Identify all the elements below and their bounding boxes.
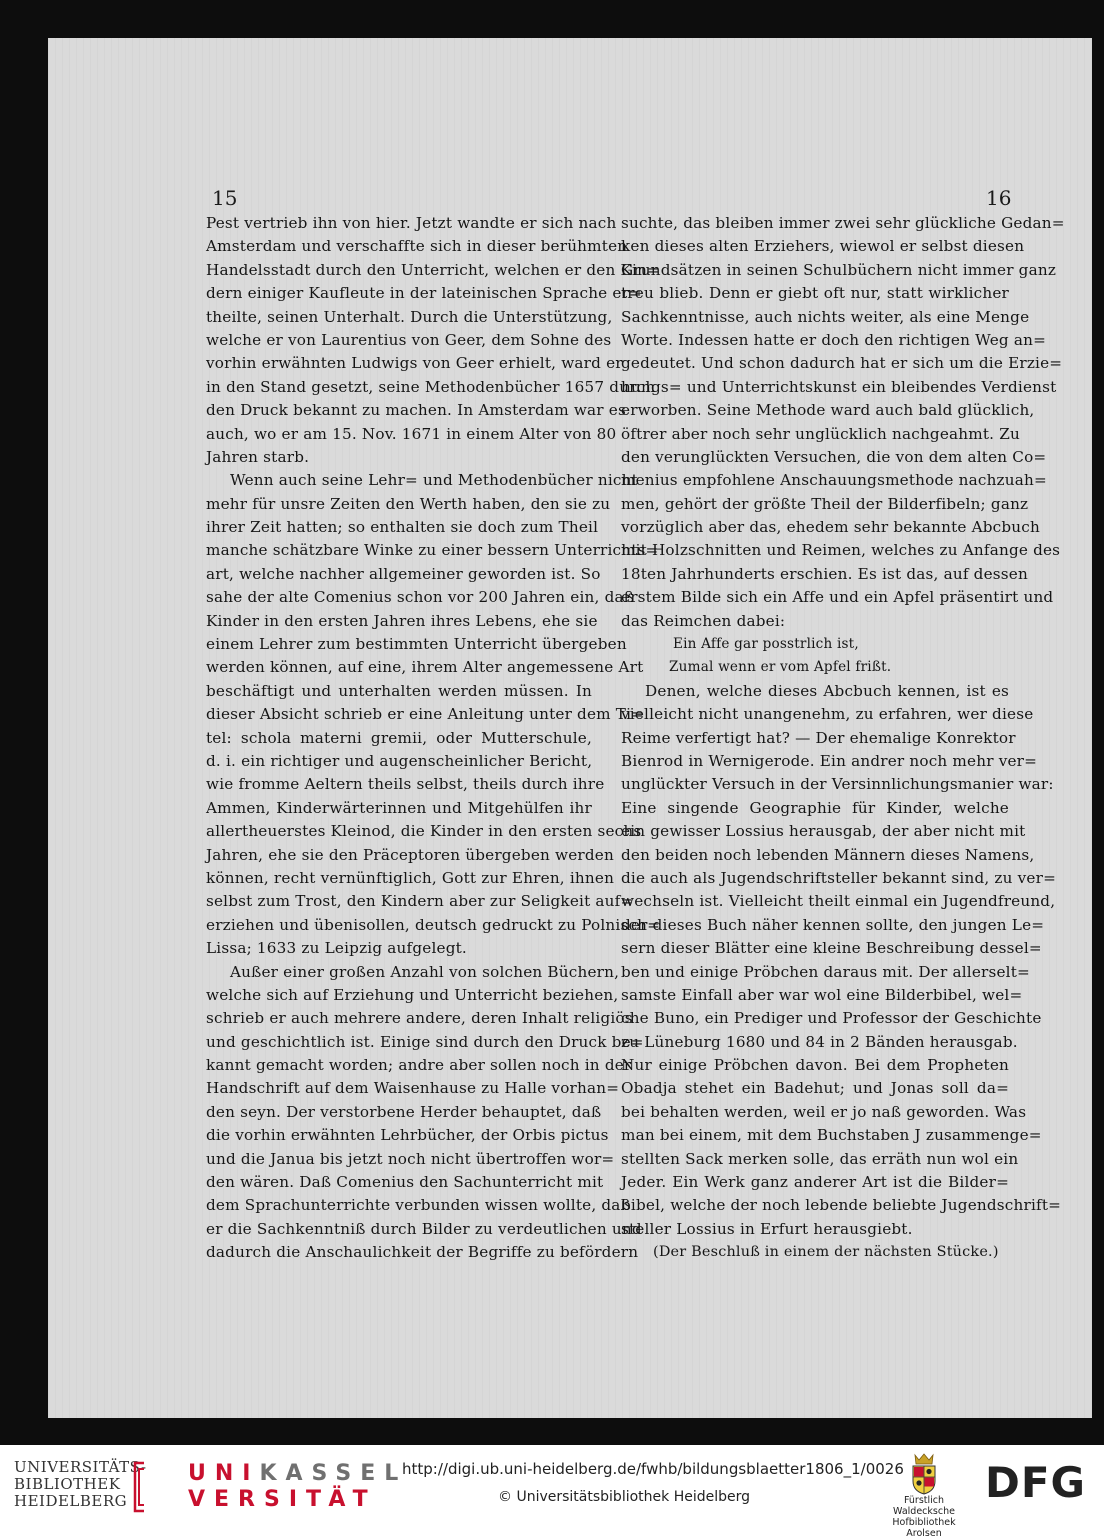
text-line: Wenn auch seine Lehr= und Methodenbücher nicht	[230, 471, 638, 490]
kassel-logo-uni: UNI	[188, 1461, 260, 1486]
text-line: (Der Beschluß in einem der nächsten Stücke.)	[653, 1244, 999, 1261]
text-line: erziehen und übenisollen, deutsch gedruckt zu Polnisch=	[206, 915, 661, 934]
source-url-link[interactable]: http://digi.ub.uni-heidelberg.de/fwhb/bildungsblaetter1806_1/0026	[402, 1460, 904, 1478]
text-line: Obadja stehet ein Badehut; und Jonas soll da=	[621, 1079, 1009, 1098]
text-line: 18ten Jahrhunderts erschien. Es ist das, auf dessen	[621, 564, 1028, 583]
kassel-logo-kassel: KASSEL	[259, 1461, 408, 1486]
text-line: dieser Absicht schrieb er eine Anleitung unter dem Ti=	[206, 705, 645, 724]
text-line: manche schätzbare Winke zu einer bessern Unterrichts=	[206, 541, 659, 560]
text-line: stellten Sack merken solle, das erräth nun wol ein	[621, 1149, 1019, 1168]
text-line: Ein Affe gar posstrlich ist,	[673, 636, 859, 653]
text-line: Kinder in den ersten Jahren ihres Lebens, ehe sie	[206, 611, 598, 630]
text-line: Bienrod in Wernigerode. Ein andrer noch mehr ver=	[621, 751, 1038, 770]
text-line: die auch als Jugendschriftsteller bekannt sind, zu ver=	[621, 868, 1056, 887]
text-line: suchte, das bleiben immer zwei sehr glückliche Gedan=	[621, 214, 1065, 232]
text-line: der dieses Buch näher kennen sollte, den jungen Le=	[621, 915, 1045, 934]
viewer-footer	[0, 1445, 1104, 1539]
arolsen-logo-line: Hofbibliothek Arolsen	[892, 1517, 956, 1539]
text-line: art, welche nachher allgemeiner geworden ist. So	[206, 564, 601, 583]
text-line: vielleicht nicht unangenehm, zu erfahren, wer diese	[621, 705, 1034, 724]
text-line: Amsterdam und verschaffte sich in dieser berühmten	[206, 237, 628, 256]
text-line: bei behalten werden, weil er jo naß geworden. Was	[621, 1102, 1027, 1121]
text-line: treu blieb. Denn er giebt oft nur, statt wirklicher	[621, 284, 1009, 303]
text-line: Jeder. Ein Werk ganz anderer Art ist die Bilder=	[621, 1173, 1009, 1192]
arolsen-library-logo[interactable]	[876, 1451, 972, 1539]
text-line: Pest vertrieb ihn von hier. Jetzt wandte er sich nach	[206, 214, 617, 232]
page-number-left: 15	[212, 186, 238, 210]
text-line: den verunglückten Versuchen, die von dem alten Co=	[621, 447, 1047, 466]
text-line: wechseln ist. Vielleicht theilt einmal ein Jugendfreund,	[621, 892, 1056, 911]
text-line: unglückter Versuch in der Versinnlichungsmanier war:	[621, 775, 1054, 794]
text-line: menius empfohlene Anschauungsmethode nachzuah=	[621, 471, 1047, 490]
text-line: dem Sprachunterrichte verbunden wissen wollte, daß	[206, 1196, 631, 1215]
text-line: kannt gemacht worden; andre aber sollen noch in der	[206, 1056, 632, 1075]
text-line: ihrer Zeit hatten; so enthalten sie doch zum Theil	[206, 518, 599, 537]
text-line: Grundsätzen in seinen Schulbüchern nicht immer ganz	[621, 260, 1057, 279]
text-line: hungs= und Unterrichtskunst ein bleibendes Verdienst	[621, 377, 1057, 396]
right-text-column	[621, 212, 1065, 1265]
uni-kassel-logo[interactable]	[188, 1461, 408, 1512]
text-line: Ammen, Kinderwärterinnen und Mitgehülfen ihr	[206, 798, 592, 817]
text-line: selbst zum Trost, den Kindern aber zur Seligkeit auf=	[206, 892, 634, 911]
text-line: ben und einige Pröbchen daraus mit. Der allerselt=	[621, 962, 1030, 981]
text-line: den seyn. Der verstorbene Herder behauptet, daß	[206, 1102, 602, 1121]
text-line: Reime verfertigt hat? — Der ehemalige Konrektor	[621, 728, 1016, 747]
dfg-logo[interactable]: DFG	[985, 1458, 1087, 1507]
text-line: sern dieser Blätter eine kleine Beschreibung dessel=	[621, 939, 1042, 958]
text-line: Eine singende Geographie für Kinder, welche	[621, 798, 1009, 817]
text-line: Handschrift auf dem Waisenhause zu Halle vorhan=	[206, 1079, 620, 1098]
kassel-logo-versitaet: VERSITÄT	[188, 1487, 377, 1512]
text-line: wie fromme Aeltern theils selbst, theils durch ihre	[206, 775, 605, 794]
text-line: men, gehört der größte Theil der Bilderfibeln; ganz	[621, 494, 1029, 513]
text-line: sahe der alte Comenius schon vor 200 Jahren ein, daß	[206, 588, 635, 607]
text-line: d. i. ein richtiger und augenscheinlicher Bericht,	[206, 751, 593, 770]
text-line: vorzüglich aber das, ehedem sehr bekannte Abcbuch	[621, 518, 1040, 537]
text-line: dadurch die Anschaulichkeit der Begriffe zu befördern	[206, 1243, 639, 1262]
text-line: steller Lossius in Erfurt herausgiebt.	[621, 1219, 913, 1238]
text-line: den wären. Daß Comenius den Sachunterricht mit	[206, 1173, 604, 1192]
text-line: che Buno, ein Prediger und Professor der Geschichte	[621, 1009, 1042, 1028]
text-line: und die Janua bis jetzt noch nicht übertroffen wor=	[206, 1149, 615, 1168]
copyright-notice: © Universitätsbibliothek Heidelberg	[498, 1489, 751, 1505]
text-line: ein gewisser Lossius herausgab, der aber nicht mit	[621, 822, 1026, 841]
text-line: theilte, seinen Unterhalt. Durch die Unterstützung,	[206, 307, 613, 326]
text-line: Jahren starb.	[206, 447, 310, 466]
text-line: öftrer aber noch sehr unglücklich nachgeahmt. Zu	[621, 424, 1020, 443]
text-line: und geschichtlich ist. Einige sind durch den Druck be=	[206, 1032, 644, 1051]
text-line: mit Holzschnitten und Reimen, welches zu Anfange des	[621, 541, 1061, 560]
text-line: gedeutet. Und schon dadurch hat er sich um die Erzie=	[621, 354, 1063, 373]
heidelberg-logo-line: BIBLIOTHEK	[14, 1475, 121, 1493]
heidelberg-logo-line: UNIVERSITÄTS-	[14, 1458, 147, 1476]
text-line: können, recht vernünftiglich, Gott zur Ehren, ihnen	[206, 868, 615, 887]
text-line: Denen, welche dieses Abcbuch kennen, ist es	[645, 681, 1009, 700]
text-line: den Druck bekannt zu machen. In Amsterdam war es	[206, 401, 626, 420]
text-line: Sachkenntnisse, auch nichts weiter, als eine Menge	[621, 307, 1030, 326]
text-line: allertheuerstes Kleinod, die Kinder in den ersten sechs	[206, 822, 642, 841]
text-line: mehr für unsre Zeiten den Werth haben, den sie zu	[206, 494, 611, 513]
text-line: man bei einem, mit dem Buchstaben J zusammenge=	[621, 1126, 1042, 1145]
arolsen-logo-line: Fürstlich Waldecksche	[893, 1495, 955, 1517]
text-line: Handelsstadt durch den Unterricht, welchen er den Kin=	[206, 260, 660, 279]
text-line: tel: schola materni gremii, oder Mutterschule,	[206, 728, 592, 747]
page-number-right: 16	[986, 186, 1012, 210]
text-line: samste Einfall aber war wol eine Bilderbibel, wel=	[621, 985, 1023, 1004]
text-line: werden können, auf eine, ihrem Alter angemessene Art	[206, 658, 644, 677]
heidelberg-mark-icon	[132, 1461, 146, 1513]
text-line: beschäftigt und unterhalten werden müssen. In	[206, 681, 592, 700]
text-line: einem Lehrer zum bestimmten Unterricht übergeben	[206, 635, 627, 654]
text-line: welche sich auf Erziehung und Unterricht beziehen,	[206, 985, 619, 1004]
text-line: dern einiger Kaufleute in der lateinischen Sprache er=	[206, 284, 642, 303]
text-line: zu Lüneburg 1680 und 84 in 2 Bänden herausgab.	[621, 1032, 1018, 1051]
text-line: er die Sachkenntniß durch Bilder zu verdeutlichen und	[206, 1219, 642, 1238]
text-line: erworben. Seine Methode ward auch bald glücklich,	[621, 401, 1035, 420]
text-line: Zumal wenn er vom Apfel frißt.	[669, 659, 892, 676]
text-line: Worte. Indessen hatte er doch den richtigen Weg an=	[621, 330, 1046, 349]
text-line: ken dieses alten Erziehers, wiewol er selbst diesen	[621, 237, 1025, 256]
kassel-logo-row1	[188, 1461, 408, 1487]
text-line: vorhin erwähnten Ludwigs von Geer erhielt, ward er	[206, 354, 623, 373]
heidelberg-logo-line: HEIDELBERG	[14, 1492, 128, 1510]
text-line: das Reimchen dabei:	[621, 611, 786, 630]
left-text-column	[206, 212, 661, 1265]
text-line: erstem Bilde sich ein Affe und ein Apfel präsentirt und	[621, 588, 1054, 607]
text-line: Jahren, ehe sie den Präceptoren übergeben werden	[206, 845, 614, 864]
text-line: bibel, welche der noch lebende beliebte Jugendschrift=	[621, 1196, 1062, 1215]
text-line: auch, wo er am 15. Nov. 1671 in einem Alter von 80	[206, 424, 617, 443]
text-line: Lissa; 1633 zu Leipzig aufgelegt.	[206, 939, 467, 958]
text-line: Nur einige Pröbchen davon. Bei dem Propheten	[621, 1056, 1009, 1075]
text-line: schrieb er auch mehrere andere, deren Inhalt religiös	[206, 1009, 633, 1028]
heidelberg-library-logo[interactable]	[14, 1458, 147, 1515]
text-line: welche er von Laurentius von Geer, dem Sohne des	[206, 330, 612, 349]
text-line: in den Stand gesetzt, seine Methodenbücher 1657 durch	[206, 377, 656, 396]
crest-icon	[909, 1451, 939, 1495]
text-line: die vorhin erwähnten Lehrbücher, der Orbis pictus	[206, 1126, 609, 1145]
text-line: Außer einer großen Anzahl von solchen Büchern,	[230, 962, 620, 981]
text-line: den beiden noch lebenden Männern dieses Namens,	[621, 845, 1035, 864]
